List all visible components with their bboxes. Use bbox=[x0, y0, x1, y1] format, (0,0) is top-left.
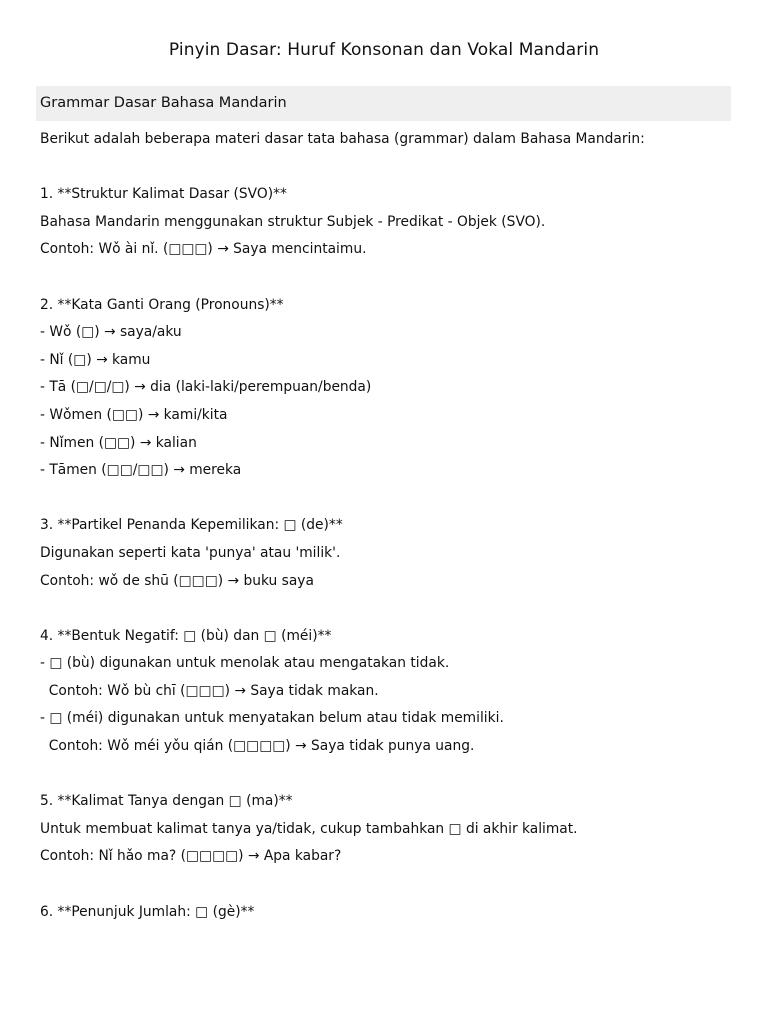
body-line: Berikut adalah beberapa materi dasar tata bahasa (grammar) dalam Bahasa Mandarin: bbox=[40, 131, 645, 147]
body-line: Contoh: Nǐ hǎo ma? (□□□□) → Apa kabar? bbox=[40, 848, 342, 865]
body-line: - Nǐ (□) → kamu bbox=[40, 351, 151, 368]
body-line: 1. **Struktur Kalimat Dasar (SVO)** bbox=[40, 186, 287, 203]
body-line: - □ (bù) digunakan untuk menolak atau mengatakan tidak. bbox=[40, 655, 450, 672]
body-line bbox=[40, 871, 740, 899]
body-line: - Wǒ (□) → saya/aku bbox=[40, 324, 182, 341]
body-line: Bahasa Mandarin menggunakan struktur Subjek - Predikat - Objek (SVO). bbox=[40, 213, 546, 230]
body-line bbox=[40, 595, 740, 623]
body-line: 6. **Penunjuk Jumlah: □ (gè)** bbox=[40, 903, 255, 920]
body-line bbox=[40, 154, 740, 182]
section-heading: Grammar Dasar Bahasa Mandarin bbox=[36, 86, 731, 121]
body-line: 2. **Kata Ganti Orang (Pronouns)** bbox=[40, 296, 284, 313]
body-line: 5. **Kalimat Tanya dengan □ (ma)** bbox=[40, 793, 293, 810]
body-line bbox=[40, 264, 740, 292]
page-title: Pinyin Dasar: Huruf Konsonan dan Vokal Mandarin bbox=[168, 40, 600, 60]
body-line: - Tā (□/□/□) → dia (laki-laki/perempuan/benda) bbox=[40, 379, 372, 396]
body-line: Untuk membuat kalimat tanya ya/tidak, cukup tambahkan □ di akhir kalimat. bbox=[40, 820, 578, 837]
body-line: Contoh: Wǒ ài nǐ. (□□□) → Saya mencintaimu. bbox=[40, 241, 367, 258]
document-body bbox=[40, 126, 740, 926]
body-line: 3. **Partikel Penanda Kepemilikan: □ (de)** bbox=[40, 517, 343, 534]
body-line: Contoh: Wǒ bù chī (□□□) → Saya tidak makan. bbox=[40, 682, 379, 699]
body-line: Contoh: Wǒ méi yǒu qián (□□□□) → Saya tidak punya uang. bbox=[40, 738, 475, 755]
body-line: 4. **Bentuk Negatif: □ (bù) dan □ (méi)** bbox=[40, 627, 332, 644]
body-line: - Nǐmen (□□) → kalian bbox=[40, 434, 197, 451]
body-line bbox=[40, 761, 740, 789]
body-line: Contoh: wǒ de shū (□□□) → buku saya bbox=[40, 572, 314, 589]
body-line: - Tāmen (□□/□□) → mereka bbox=[40, 462, 242, 479]
body-line: Digunakan seperti kata 'punya' atau 'milik'. bbox=[40, 544, 341, 561]
body-line: - Wǒmen (□□) → kami/kita bbox=[40, 406, 228, 423]
body-line: - □ (méi) digunakan untuk menyatakan belum atau tidak memiliki. bbox=[40, 710, 504, 727]
body-line bbox=[40, 485, 740, 513]
